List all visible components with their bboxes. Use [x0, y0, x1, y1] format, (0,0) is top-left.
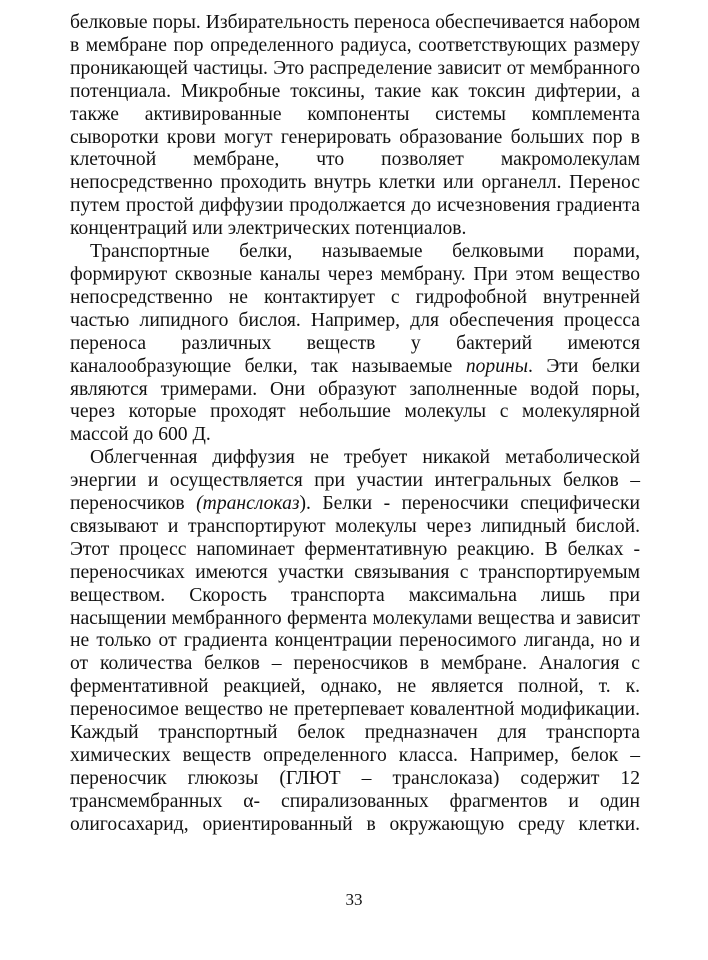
italic-term-porins: порины [465, 355, 529, 377]
italic-term-translocases: (транслоказ [196, 493, 300, 515]
paragraph-text-part: Облегченная диффузия не требует никакой метаболической энергии и осуществляется при участии интегральных белков – переносчиков [70, 447, 640, 515]
paragraph-pores-continued: белковые поры. Избирательность переноса обеспечивается набором в мембране пор определенного радиуса, соответствующих размеру проникающей частицы. Это распределение зависит от мембранного потенциала. Микробные токсины, такие как токсин дифтерии, а также активированные компоненты системы комплемента сыворотки крови могут генерировать образование больших пор в клеточной мембране, что позволяет макромолекулам непосредственно проходить внутрь клетки или органелл. Перенос путем простой диффузии продолжается до исчезновения градиента концентраций или электрических потенциалов. [70, 12, 640, 240]
page-number: 33 [345, 890, 363, 909]
paragraph-text-part: Транспортные белки, называемые белковыми порами, формируют сквозные каналы через мембрану. При этом вещество непосредственно не контактирует с гидрофобной внутренней частью липидного бислоя. Например, для обеспечения процесса переноса различных веществ у бактерий имеются каналообразующие белки, так называемые [70, 241, 640, 377]
paragraph-transport-proteins [70, 241, 640, 447]
paragraph-facilitated-diffusion [70, 447, 640, 836]
paragraph-text-part: ). Белки - переносчики специфически связывают и транспортируют молекулы через липидный бислой. Этот процесс напоминает ферментативную реакцию. В белках - переносчиках имеются участки связывания с транспортируемым веществом. Скорость транспорта максимальна лишь при насыщении мембранного фермента молекулами вещества и зависит не только от градиента концентрации переносимого лиганда, но и от количества белков – переносчиков в мембране. Аналогия с ферментативной реакцией, однако, не является полной, т. к. переносимое вещество не претерпевает ковалентной модификации. Каждый транспортный белок предназначен для транспорта химических веществ определенного класса. Например, белок – переносчик глюкозы (ГЛЮТ – транслоказа) содержит 12 трансмембранных α- спирализованных фрагментов и один олигосахарид, ориентированный в окружающую среду клетки. [70, 493, 640, 835]
page-body [70, 12, 640, 837]
paragraph-text-part: . Эти белки являются тримерами. Они образуют заполненные водой поры, через которые проходят небольшие молекулы с молекулярной массой до 600 Д. [70, 355, 641, 446]
